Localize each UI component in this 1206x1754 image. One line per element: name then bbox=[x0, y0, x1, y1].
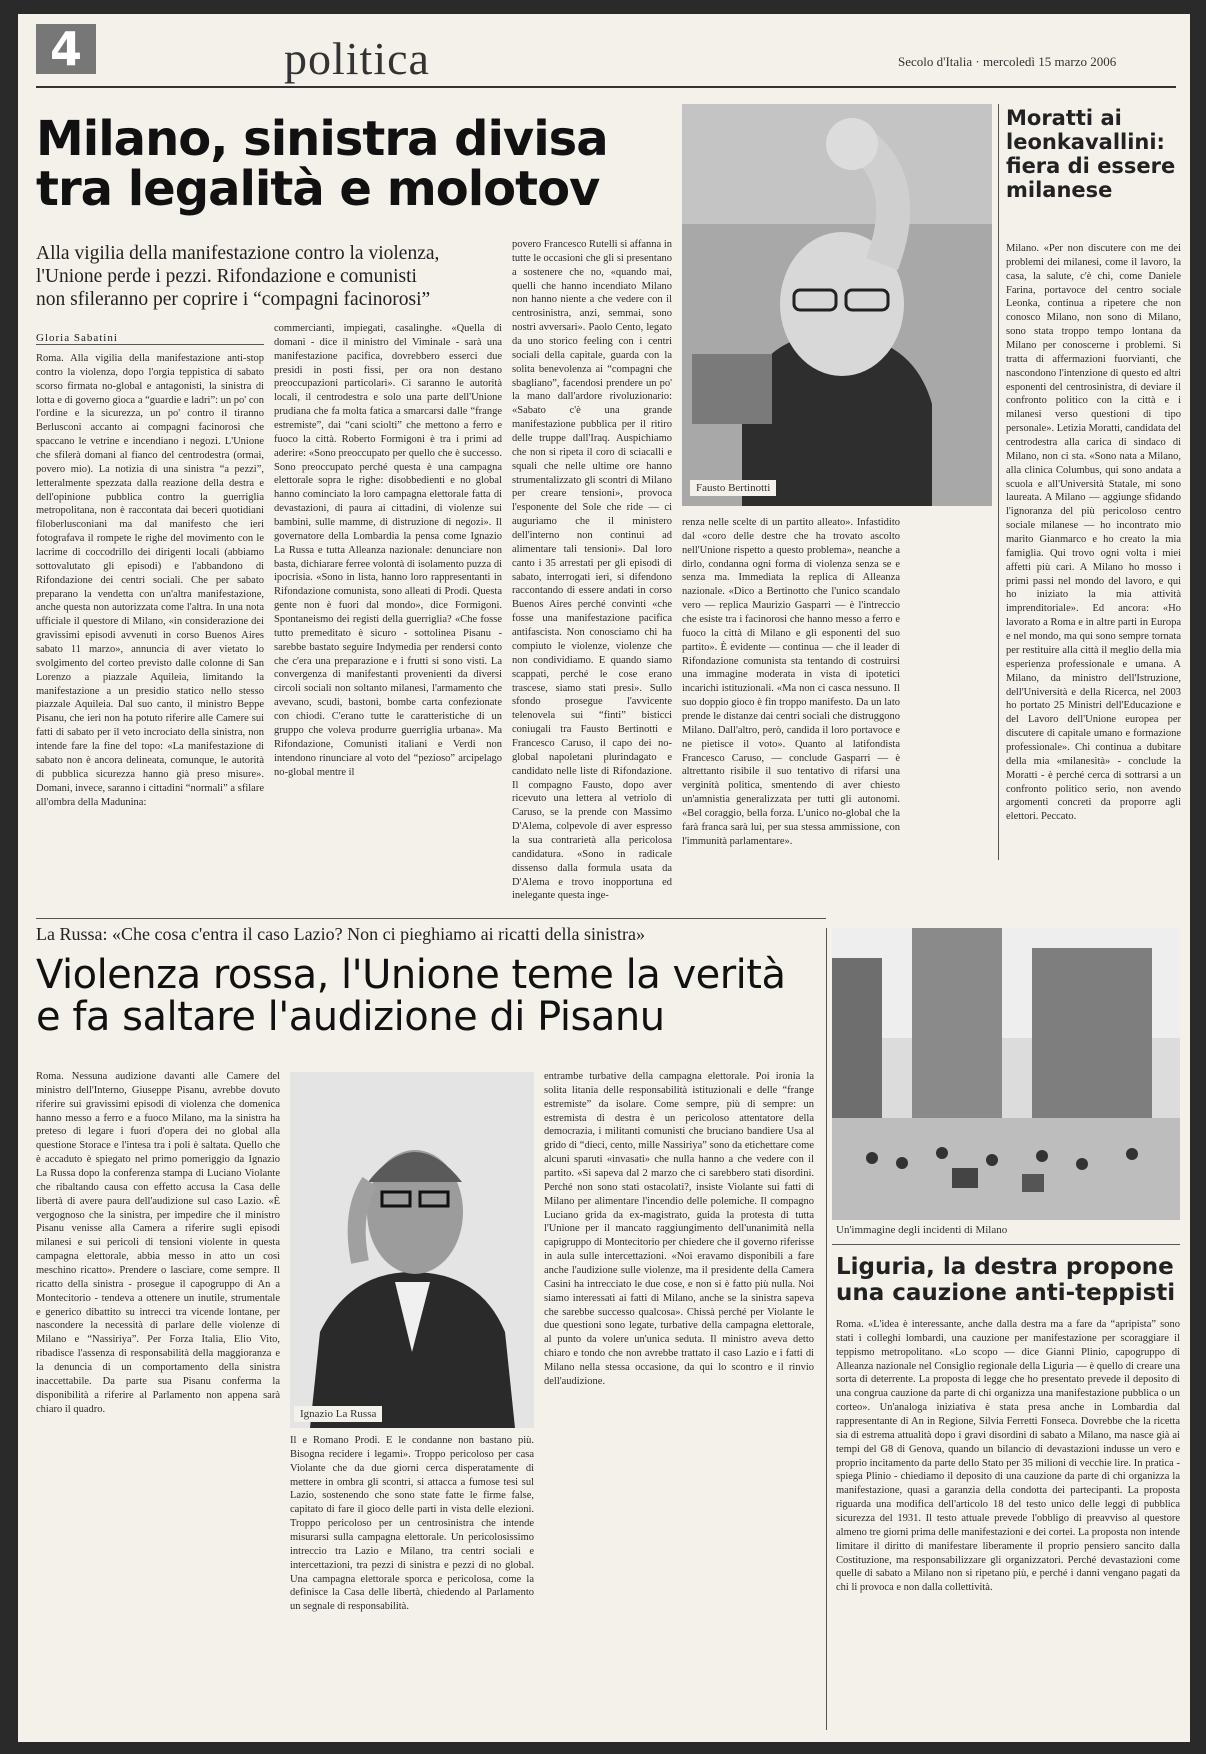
article1-byline: Gloria Sabatini bbox=[36, 332, 264, 345]
section-title: politica bbox=[284, 33, 430, 84]
sidebar1-divider bbox=[998, 104, 999, 860]
sidebar2-divider bbox=[826, 928, 827, 1730]
article1-headline-line1: Milano, sinistra divisa bbox=[36, 111, 608, 167]
photo-bertinotti-caption: Fausto Bertinotti bbox=[690, 480, 776, 496]
photo-bertinotti bbox=[682, 104, 992, 506]
photo-milano-riots-caption: Un'immagine degli incidenti di Milano bbox=[836, 1224, 1008, 1236]
newspaper-page bbox=[18, 14, 1190, 1742]
photo-milano-riots bbox=[832, 928, 1180, 1220]
sidebar2-headline-line2: una cauzione anti-teppisti bbox=[836, 1280, 1176, 1307]
article1-subhead-line3: non sfileranno per coprire i “compagni facinorosi” bbox=[36, 289, 431, 310]
sidebar2-body: Roma. «L'idea è interessante, anche dalla destra ma a fare da “apripista” sono stati i colleghi lombardi, una cauzione per manifestazione per scoraggiare il teppismo metropolitano. «Lo scopo — dice Gianni Plinio, capogruppo di Alleanza nazionale nel Consiglio regionale della Liguria — è quello di creare una sorta di deterrente. La proposta di legge che ho presentato prevede il deposito di una congrua cauzione da parte di chi organizza una manifestazione pubblica o un corteo». Un'analoga iniziativa è stata presa anche in Lombardia dal rappresentante di An in Regione, Silvia Ferretti Fonseca. Dovrebbe che la ricetta sia di estrema attualità dopo i gravi disordini di sabato a Milano, ma nasce già ai tempi del G8 di Genova, quando un bilancio di devastazioni indusse un vero e proprio incitamento da parte dello Stato per 35 milioni di vecchie lire. In pratica - spiega Plinio - chiediamo il deposito di una cauzione da parte di chi organizza la manifestazione, quasi a garanzia della condotta dei partecipanti. La proposta riguarda una modifica dell'articolo 18 del testo unico delle leggi di pubblica sicurezza del 1931. Il testo attuale prevede l'obbligo di preavviso al questore almeno tre giorni prima delle manifestazioni e dei cortei. La proposta non intende limitare il diritto di manifestare liberamente il proprio pensiero sancito dalla Costituzione, ma responsabilizzare gli organizzatori. Perché devastazioni come quelle di sabato a Milano non si ripetano più, e perché i danni vengano pagati da chi li provoca e non dalla collettività. bbox=[836, 1319, 1180, 1594]
article2-top-rule bbox=[36, 918, 826, 919]
article1-headline-line2: tra legalità e molotov bbox=[36, 161, 600, 218]
article1-col4: renza nelle scelte di un partito alleato». Infastidito dal «coro delle destre che ha trovato ascolto nell'Unione rispetto a questo problema», neanche a dirlo, condanna ogni forma di violenza senza se e senza ma. Immediata la replica di Alleanza nazionale. «Dico a Bertinotto che l'unico scandalo vero — replica Maurizio Gasparri — è l'intreccio che esiste tra i facinorosi che hanno messo a ferro e fuoco la città di Milano e gli esponenti del suo partito». È evidente — continua — che il leader di Rifondazione comunista sta tentando di costruirsi una immagine moderata in vista di ipotetici incarichi istituzionali. «Ma non ci casca nessuno. Il suo doppio gioco è fin troppo manifesto. Da un lato prende le distanze dai centri sociali che distruggono Milano. Dall'altro, però, candida il loro portavoce e ne pietisce il voto». Quanto al latifondista Francesco Caruso, — conclude Gasparri — è altrettanto risibile il suo tentativo di rifarsi una verginità politica, smentendo di aver chiesto un'amnistia generalizzata per tutti gli autonomi. «Bel coraggio, bella forza. L'unico no-global che la farà franca sarà lui, per sua stessa ammissione, con l'immunità parlamentare». bbox=[682, 517, 900, 847]
header-rule bbox=[36, 86, 1176, 88]
article2-col2: Il e Romano Prodi. E le condanne non bastano più. Bisogna recidere i legami». Troppo pericoloso per casa Violante che da due giorni cerca disperatamente di mettere in ombra gli scontri, si attacca a fumose tesi sul Lazio, sostenendo che sono state fatte le firme false, capitato di fare il gioco delle parti in vista delle elezioni. Troppo pericoloso per un centrosinistra che intende misurarsi sulla campagna elettorale. Un pericolosissimo intreccio tra Lazio e Milano, tra centri sociali e intercettazioni, tra pezzi di sinistra e pezzi di no global. Una campagna elettorale sporca e pericolosa, come la definisce la Casa delle libertà, chiedendo al Parlamento un segnale di responsabilità. bbox=[290, 1435, 534, 1613]
sidebar1-headline-line1: Moratti ai bbox=[1006, 106, 1122, 130]
photo-milano-riots-image bbox=[832, 928, 1180, 1220]
article2-col1: Roma. Nessuna audizione davanti alle Camere del ministro dell'Interno, Giuseppe Pisanu, avrebbe dovuto riferire sui gravissimi episodi di violenza che domenica hanno messo a ferro e a fuoco Milano, ma la sinistra ha preteso di legare i fuori d'opera dei no global alla questione Storace e l'intesa tra i poli è saltata. Quello che è accaduto è spiegato nel primo pomeriggio da Ignazio La Russa dopo la conferenza stampa di Luciano Violante che ribaltando causa con effetto accusa la Casa delle libertà di avere paura dell'audizione sul caso Lazio. «È vergognoso che la sinistra, per impedire che il ministro Pisanu venisse alla Camera a riferire sugli episodi milanesi e sui pericoli di tensioni violente in questa campagna elettorale, abbia messo in atto un così meschino ricatto». Prendere o lasciare, come sempre. Il ricatto della sinistra - prosegue il capogruppo di An a Montecitorio - tendeva a ottenere un inutile, strumentale e generico dibattito su intrecci tra vicende lontane, per nascondere la necessità di parlare delle violenze di Milano e “Nassiriya”. Per Forza Italia, Elio Vito, ribadisce l'assenza di responsabilità della maggioranza e la denuncia di un comportamento della sinistra inaccettabile. Da parte sua Pisanu conferma la disponibilità a riferire al Parlamento non appena sarà chiaro il quadro. bbox=[36, 1071, 280, 1415]
sidebar1-body: Milano. «Per non discutere con me dei problemi dei milanesi, come il lavoro, la casa, la salute, c'è chi, come Daniele Farina, portavoce del centro sociale Leonka, continua a ripetere che non conosco Milano, non sono di Milano, sono stata troppo tempo lontana da Milano per conoscerne i problemi. Si tratta di affermazioni fuorvianti, che nascondono l'intenzione di questo ed altri esponenti del centrosinistra, di deviare il confronto politico con la città e i milanesi verso questioni di tipo personale». Letizia Moratti, candidata del centrodestra alla carica di sindaco di Milano, non ci sta. «Sono nata a Milano, alla clinica Columbus, qui sono andata a scuola e all'Università Statale, mi sono laureata. A Milano — aggiunge sfidando l'ignoranza del più pericoloso centro sociale milanese — ho incontrato mio marito Gianmarco e ho creato la mia famiglia. Qui trovo ogni volta i miei affetti più cari. A Milano ho mosso i primi passi nel mondo del lavoro, e qui ho iniziato la mia attività imprenditoriale». Ed ancora: «Ho lavorato a Roma e in altre parti in Europa e nel mondo, ma qui sono sempre tornata per restituire alla città il meglio della mia esperienza professionale e umana. A Milano, da ministro dell'Istruzione, dell'Università e della Ricerca, nel 2003 ho portato 25 Ministri dell'Educazione e del Lavoro dell'Unione europea per discutere di capitale umano e formazione professionale». Chi continua a dubitare della mia «milanesità» - conclude la Moratti - è perché cerca di sottrarsi a un confronto politico serio, non avendo argomenti concreti da proporre agli elettori. Peccato. bbox=[1006, 243, 1181, 823]
article2-headline-line2: e fa saltare l'audizione di Pisanu bbox=[36, 994, 665, 1040]
photo-la-russa bbox=[290, 1072, 534, 1428]
article1-headline bbox=[36, 111, 676, 218]
article1-col1: Roma. Alla vigilia della manifestazione anti-stop contro la violenza, dopo l'orgia teppistica di sabato scorso firmata no-global e antagonisti, la sinistra di lotta e di governo gioca a “guardie e ladri”: un po' con l'ordine e la sicurezza, un po' contro il tiranno Berlusconi accanto ai compagni facinorosi che spaccano le vetrine e incendiano i negozi. L'Unione che sfilerà domani al fianco del centrodestra (ormai, povero mio). La notizia di una sinistra “a pezzi”, letteralmente spezzata dalla reazione della destra e dell'opinione pubblica contro la guerriglia metropolitana, non è raccontata dai beceri quotidiani filoberlusconiani ma dal manifesto che ieri fotografava il rompete le righe del movimento con le lacrime di coccodrillo dei dirigenti locali (abbiamo sottovalutato gli episodi) e l'abbandono di Rifondazione dei centri sociali. Che per sabato preparano la vendetta con un'altra manifestazione, anche questa non autorizzata come l'altra. In una nota ufficiale il questore di Milano, «in considerazione dei gravissimi episodi avvenuti in corso Buenos Aires sabato 11 marzo», annuncia di aver vietato lo svolgimento del corteo previsto dalle colonne di San Lorenzo a piazzale Aquileia, limitando la manifestazione a un presidio statico nello stesso piazzale Aquileia. Dal suo canto, il ministro Beppe Pisanu, che ieri non ha potuto riferire alle Camere sui fatti di sabato per il veto incrociato della sinistra, non intende fare la fine del topo: «La manifestazione di sabato non è ancora delineata, comunque, le autorità di pubblica sicurezza hanno già preso misure». Domani, invece, saranno i cittadini “normali” a sfilare all'ombra della Madunina: bbox=[36, 353, 264, 808]
photo-la-russa-caption: Ignazio La Russa bbox=[294, 1406, 382, 1422]
article1-col2: commercianti, impiegati, casalinghe. «Quella di domani - dice il ministro del Viminale - sarà una manifestazione pacifica, dovrebbero esserci due presidi in posti fissi, per ora non destano preoccupazioni particolari». Ci saranno le autorità locali, il centrodestra e solo una parte dell'Unione prudiana che fa molta fatica a smarcarsi dalle “frange estremiste”, dai “cani sciolti” che mettono a ferro e fuoco la città. Roberto Formigoni è tra i primi ad aderire: «Sono preoccupato per quello che è successo. Sono preoccupato perché questa è una campagna elettorale sopra le righe: disobbedienti e no global hanno cominciato la loro campagna elettorale fatta di devastazioni, di paura ai cittadini, di violenze sui bambini, sulle mamme, di distruzione di negozi». Il governatore della Lombardia la pensa come Ignazio La Russa e tutta Alleanza nazionale: denunciare non basta, dichiarare ferree volontà di isolamento puzza di ipocrisia. «Sono in lista, hanno loro rappresentanti in Rifondazione comunista, sono alleati di Prodi. Questa gente non è fuori dal mondo», dice Formigoni. Spontaneismo dei registi della guerriglia? «Che fosse tutto premeditato è sicuro - sottolinea Pisanu - sarebbe bastato seguire Indymedia per rendersi conto che c'era una preparazione e i frutti si sono visti. La convergenza di manifestanti provenienti da diversi circoli sociali non soltanto milanesi, l'armamento che avevano, scudi, bastoni, bombe carta confezionate con chiodi. C'erano tutte le caratteristiche di un gruppo che voleva produrre guerriglia urbana». Ma Rifondazione, Comunisti italiani e Verdi non intendono rinunciare al voto del “pezioso” arcipelago no-global mentre il bbox=[274, 323, 502, 778]
sidebar2-headline-line1: Liguria, la destra propone bbox=[836, 1254, 1174, 1280]
article1-subhead-line1: Alla vigilia della manifestazione contro la violenza, bbox=[36, 243, 440, 264]
masthead-date: Secolo d'Italia · mercoledì 15 marzo 2006 bbox=[898, 54, 1117, 69]
sidebar1-headline-line2: leonkavallini: bbox=[1006, 130, 1165, 155]
article1-col3: povero Francesco Rutelli si affanna in tutte le occasioni che gli si presentano a sostenere che no, «quando mai, quelli che hanno incendiato Milano non hanno niente a che vedere con il centrosinistra, anzi, semmai, sono nostri avversari». Paolo Cento, legato da uno storico feeling con i centri sociali della capitale, guarda con la solita benevolenza ai “compagni che sbagliano”, facendosi prendere un po' la mano dall'ardore rivoluzionario: «Sabato c'è una grande manifestazione pubblica per il ritiro delle truppe dall'Iraq. Auspichiamo che non si ripeta il coro di sciacalli e squali che nelle ultime ore hanno strumentalizzato gli scontri di Milano per creare tensioni», provoca l'esponente del Sole che ride — ci auguriamo che il ministero dell'interno non continui ad alimentare tali tensioni». Dal loro canto i 35 arrestati per gli episodi di sabato, interrogati ieri, si difendono raccontando di essere andati in corso Buenos Aires perché convinti «che fosse una manifestazione pacifica antifascista. Non conosciamo chi ha compiuto le violenze, violenze che non condividiamo. E quando siamo scappati, perché le cose erano trascese, siamo stati presi». Sullo sfondo prosegue l'avvicente telenovela sui “finti” bisticci coniugali tra Fausto Bertinotti e Francesco Caruso, il capo dei no-global napoletani plurindagato e candidato nelle liste di Rifondazione. Il compagno Fausto, dopo aver ricevuto una lettera al vetriolo di Caruso, se la prende con Massimo D'Alema, colpevole di aver espresso la sua contrarietà alla pericolosa candidatura. «Sono in radicale dissenso dalla formula usata da D'Alema e trovo inopportuna ed inelegante questa inge- bbox=[512, 239, 672, 902]
sidebar1-headline-line3: fiera di essere bbox=[1006, 154, 1176, 179]
article1-subhead bbox=[36, 242, 526, 311]
sidebar1-headline bbox=[1006, 106, 1181, 203]
article2-headline bbox=[36, 954, 826, 1038]
photo-bertinotti-image bbox=[682, 104, 992, 506]
page-number: 4 bbox=[36, 24, 96, 74]
article1-subhead-line2: l'Unione perde i pezzi. Rifondazione e comunisti bbox=[36, 266, 417, 287]
photo-la-russa-image bbox=[290, 1072, 534, 1428]
article2-col3: entrambe turbative della campagna elettorale. Poi ironia la solita litania delle responsabilità istituzionali e delle “frange estremiste” da isolare. Come sempre, più di sempre: un estremista di destra è un pericoloso attentatore della democrazia, i militanti comunisti che bruciano bandiere Usa al grido di “dieci, cento, mille Nassiriya” sono da etichettare come alcuni sparuti «invasati» che nulla hanno a che vedere con il partito. «Si sapeva dal 2 marzo che ci sarebbero stati disordini. Perché non sono stati ostacolati?, insiste Violante sui fatti di Milano per alimentare l'incendio delle polemiche. Il compagno Luciano grida da ex-magistrato, guida la protesta di tutta l'Unione per il mancato raggiungimento dell'unanimità nella capigruppo di Montecitorio per chiedere che il governo riferisse in aula sulle intercettazioni. «Noi eravamo disponibili a fare anche l'audizione sulle violenze, ma il presidente della Camera Casini ha intrecciato le due cose, e non si è fatto più nulla. Noi siamo interessati ai fatti di Milano, anche se la sinistra sapeva che sarebbe successo qualcosa». Chissà perché per Violante le due questioni sono legate, turbative della campagna elettorale, al punto da volere un'unica seduta. Il ministro aveva detto chiaro e tondo che non avrebbe trattato il caso Lazio e i fatti di Milano nella stessa occasione, da qui lo scontro e il rinvio dell'audizione. bbox=[544, 1071, 814, 1387]
article2-kicker: La Russa: «Che cosa c'entra il caso Lazio? Non ci pieghiamo ai ricatti della sinistra» bbox=[36, 924, 646, 944]
sidebar2-headline bbox=[836, 1254, 1180, 1307]
sidebar2-top-rule bbox=[832, 1244, 1180, 1245]
sidebar1-headline-line4: milanese bbox=[1006, 178, 1113, 203]
article2-headline-line1: Violenza rossa, l'Unione teme la verità bbox=[36, 952, 786, 998]
